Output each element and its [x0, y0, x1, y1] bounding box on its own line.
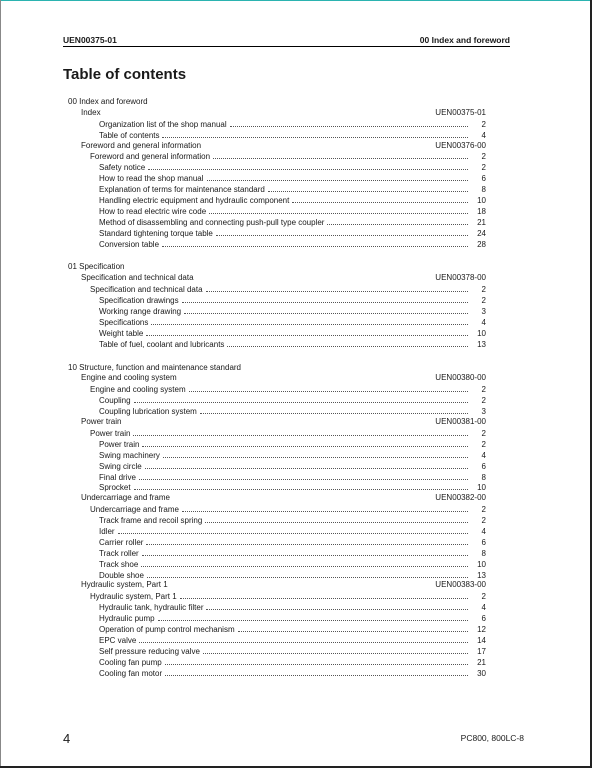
toc-entry[interactable]: [68, 328, 486, 339]
toc-group-row: [68, 108, 486, 119]
toc-entry[interactable]: [68, 162, 486, 173]
toc-leader-dots: [327, 217, 468, 225]
toc-group-row: [68, 493, 486, 504]
toc-entry-page: 8: [481, 472, 486, 482]
toc-entry-page: 2: [481, 428, 486, 438]
toc-section-heading: 01 Specification: [68, 262, 125, 272]
section-gap: [68, 350, 486, 363]
toc-entry-title: Undercarriage and frame: [90, 505, 179, 515]
toc-entry-page: 2: [481, 592, 486, 602]
toc-entry-page: 10: [477, 328, 486, 338]
toc-entry[interactable]: [68, 195, 486, 206]
toc-entry-title: Power train: [99, 439, 140, 449]
toc-leader-dots: [145, 461, 468, 469]
toc-group-label: Hydraulic system, Part 1: [81, 580, 168, 590]
toc-leader-dots: [209, 206, 468, 214]
toc-leader-dots: [118, 526, 468, 534]
toc-entry-title: Cooling fan pump: [99, 657, 162, 667]
toc-entry[interactable]: [68, 228, 486, 239]
toc-entry-page: 2: [481, 285, 486, 295]
toc-entry-title: Conversion table: [99, 239, 160, 249]
toc-leader-dots: [189, 384, 468, 392]
toc-leader-dots: [182, 295, 468, 303]
toc-entry[interactable]: [68, 206, 486, 217]
toc-leader-dots: [207, 173, 468, 181]
toc-entry-page: 3: [481, 307, 486, 317]
toc-leader-dots: [134, 482, 468, 490]
toc-entry-page: 24: [477, 228, 486, 238]
toc-entry-page: 12: [477, 624, 486, 634]
toc-entry-page: 13: [477, 570, 486, 580]
toc-entry-page: 2: [481, 505, 486, 515]
toc-entry-title: Safety notice: [99, 163, 146, 173]
toc-entry-page: 8: [481, 548, 486, 558]
toc-leader-dots: [200, 406, 468, 414]
toc-entry[interactable]: [68, 515, 486, 526]
toc-entry-page: 21: [477, 217, 486, 227]
toc-leader-dots: [230, 119, 468, 127]
toc-entry-title: Table of fuel, coolant and lubricants: [99, 339, 225, 349]
toc-entry-title: Table of contents: [99, 130, 160, 140]
toc-entry-page: 18: [477, 206, 486, 216]
toc-entry-page: 3: [481, 407, 486, 417]
toc-entry-page: 2: [481, 119, 486, 129]
toc-entry-title: Specification drawings: [99, 296, 179, 306]
toc-entry-page: 6: [481, 614, 486, 624]
toc-leader-dots: [238, 624, 468, 632]
toc-entry-page: 6: [481, 174, 486, 184]
toc-section-heading: 10 Structure, function and maintenance standard: [68, 362, 241, 372]
toc-entry-page: 10: [477, 559, 486, 569]
toc-entry[interactable]: [68, 119, 486, 130]
toc-entry[interactable]: [68, 239, 486, 250]
toc-leader-dots: [206, 602, 468, 610]
header-section: 00 Index and foreword: [419, 35, 510, 45]
toc-entry[interactable]: [68, 384, 486, 395]
toc-entry[interactable]: [68, 339, 486, 350]
toc-section-heading: 00 Index and foreword: [68, 97, 148, 106]
toc-entry-page: 4: [481, 526, 486, 536]
toc-entry-page: 2: [481, 163, 486, 173]
toc-entry[interactable]: [68, 591, 486, 602]
toc-entry[interactable]: [68, 504, 486, 515]
toc-entry[interactable]: [68, 428, 486, 439]
toc-leader-dots: [162, 239, 468, 247]
toc-entry[interactable]: [68, 472, 486, 483]
toc-entry-title: Hydraulic system, Part 1: [90, 592, 177, 602]
toc-entry[interactable]: [68, 406, 486, 417]
toc-entry-title: Organization list of the shop manual: [99, 119, 227, 129]
toc-entry-title: Double shoe: [99, 570, 144, 580]
toc-leader-dots: [142, 548, 468, 556]
toc-entry[interactable]: [68, 217, 486, 228]
toc-group-row: [68, 141, 486, 152]
toc-group-label: Engine and cooling system: [81, 373, 177, 383]
toc-entry-title: Foreword and general information: [90, 152, 211, 162]
toc-entry-page: 2: [481, 385, 486, 395]
toc-group-row: [68, 417, 486, 428]
toc-entry-page: 2: [481, 516, 486, 526]
toc-entry-title: Coupling lubrication system: [99, 407, 197, 417]
toc-entry-title: Swing machinery: [99, 450, 160, 460]
toc-entry-page: 4: [481, 130, 486, 140]
toc-entry-title: Handling electric equipment and hydraulic component: [99, 196, 290, 206]
toc-entry[interactable]: [68, 151, 486, 162]
toc-entry-title: Power train: [90, 428, 131, 438]
toc-entry[interactable]: [68, 461, 486, 472]
toc-entry-page: 2: [481, 296, 486, 306]
footer-page-number: 4: [63, 731, 71, 746]
toc-entry[interactable]: [68, 184, 486, 195]
toc-entry-page: 2: [481, 439, 486, 449]
toc-entry-title: Working range drawing: [99, 307, 182, 317]
toc-group-code: UEN00378-00: [435, 273, 486, 283]
toc-group-code: UEN00376-00: [435, 140, 486, 150]
toc-leader-dots: [158, 613, 468, 621]
toc-entry[interactable]: [68, 635, 486, 646]
toc-leader-dots: [147, 570, 468, 578]
toc-entry-title: Final drive: [99, 472, 136, 482]
toc-entry-title: Cooling fan motor: [99, 668, 163, 678]
frame-left-border: [0, 0, 1, 768]
frame-top-border: [0, 0, 592, 1]
toc-entry[interactable]: [68, 439, 486, 450]
toc-leader-dots: [148, 162, 468, 170]
toc-entry-title: Standard tightening torque table: [99, 228, 213, 238]
toc-leader-dots: [142, 439, 468, 447]
toc-entry-page: 4: [481, 603, 486, 613]
toc-entry[interactable]: [68, 624, 486, 635]
toc-entry-page: 17: [477, 646, 486, 656]
toc-group-code: UEN00375-01: [435, 107, 486, 117]
toc-leader-dots: [180, 591, 468, 599]
toc-entry-title: Hydraulic pump: [99, 614, 155, 624]
toc-group-code: UEN00380-00: [435, 373, 486, 383]
toc-entry-page: 6: [481, 461, 486, 471]
toc-leader-dots: [134, 395, 468, 403]
toc-leader-dots: [151, 317, 468, 325]
toc-leader-dots: [133, 428, 468, 436]
toc-group-row: [68, 580, 486, 591]
toc-entry-page: 28: [477, 239, 486, 249]
toc-leader-dots: [203, 646, 468, 654]
toc-entry[interactable]: [68, 306, 486, 317]
toc-group-label: Undercarriage and frame: [81, 493, 170, 503]
toc-entry-title: Sprocket: [99, 483, 131, 493]
toc-group-row: [68, 373, 486, 384]
toc-entry-page: 6: [481, 537, 486, 547]
toc-entry-page: 4: [481, 317, 486, 327]
toc-entry-title: Weight table: [99, 328, 144, 338]
toc-leader-dots: [205, 515, 468, 523]
toc-group-label: Specification and technical data: [81, 273, 194, 283]
toc-group-code: UEN00382-00: [435, 493, 486, 503]
toc-entry[interactable]: [68, 173, 486, 184]
toc-leader-dots: [165, 657, 468, 665]
toc-entry-page: 2: [481, 152, 486, 162]
toc-entry-title: Explanation of terms for maintenance standard: [99, 185, 265, 195]
toc-entry-title: How to read the shop manual: [99, 174, 204, 184]
toc-entry[interactable]: [68, 559, 486, 570]
toc-leader-dots: [163, 450, 468, 458]
toc-leader-dots: [139, 472, 468, 480]
toc-leader-dots: [146, 537, 468, 545]
toc-entry-page: 8: [481, 185, 486, 195]
toc-entry-title: Track roller: [99, 548, 139, 558]
toc-entry-page: 13: [477, 339, 486, 349]
toc-entry[interactable]: [68, 570, 486, 581]
toc-entry[interactable]: [68, 130, 486, 141]
toc-entry-title: Engine and cooling system: [90, 385, 186, 395]
toc-group-label: Power train: [81, 417, 122, 427]
toc-leader-dots: [184, 306, 468, 314]
toc-entry-title: Idler: [99, 526, 115, 536]
toc-entry-title: Self pressure reducing valve: [99, 646, 200, 656]
toc-entry-title: Track frame and recoil spring: [99, 516, 203, 526]
toc-leader-dots: [268, 184, 468, 192]
section-gap: [68, 249, 486, 262]
toc-entry-title: Operation of pump control mechanism: [99, 624, 235, 634]
toc-entry[interactable]: [68, 317, 486, 328]
toc-entry-title: Method of disassembling and connecting push-pull type coupler: [99, 217, 325, 227]
toc-entry-title: Track shoe: [99, 559, 139, 569]
toc-entry-title: Specifications: [99, 317, 149, 327]
toc-entry-page: 4: [481, 450, 486, 460]
toc-leader-dots: [165, 668, 468, 676]
toc-entry[interactable]: [68, 668, 486, 679]
header-doc-code: UEN00375-01: [63, 35, 117, 45]
toc-leader-dots: [292, 195, 468, 203]
page-title: Table of contents: [63, 66, 187, 83]
toc-leader-dots: [227, 339, 468, 347]
toc-group-code: UEN00381-00: [435, 417, 486, 427]
toc-leader-dots: [139, 635, 468, 643]
toc-entry-page: 10: [477, 483, 486, 493]
toc-group-label: Foreword and general information: [81, 140, 202, 150]
table-of-contents: [68, 97, 486, 678]
toc-group-code: UEN00383-00: [435, 580, 486, 590]
toc-entry[interactable]: [68, 537, 486, 548]
toc-entry[interactable]: [68, 395, 486, 406]
toc-entry[interactable]: [68, 526, 486, 537]
toc-leader-dots: [206, 284, 468, 292]
toc-entry-page: 21: [477, 657, 486, 667]
toc-entry[interactable]: [68, 613, 486, 624]
toc-group-row: [68, 273, 486, 284]
toc-entry-title: Coupling: [99, 396, 131, 406]
footer-model: PC800, 800LC-8: [460, 733, 524, 743]
toc-entry-title: Hydraulic tank, hydraulic filter: [99, 603, 204, 613]
toc-entry-page: 2: [481, 396, 486, 406]
toc-entry-title: Specification and technical data: [90, 285, 203, 295]
toc-leader-dots: [146, 328, 468, 336]
toc-entry-page: 30: [477, 668, 486, 678]
toc-entry[interactable]: [68, 295, 486, 306]
toc-entry[interactable]: [68, 482, 486, 493]
toc-leader-dots: [141, 559, 468, 567]
toc-entry-page: 10: [477, 196, 486, 206]
toc-entry-page: 14: [477, 635, 486, 645]
toc-entry-title: EPC valve: [99, 635, 137, 645]
toc-entry-title: Carrier roller: [99, 537, 144, 547]
toc-entry[interactable]: [68, 548, 486, 559]
toc-entry[interactable]: [68, 646, 486, 657]
toc-leader-dots: [162, 130, 468, 138]
toc-leader-dots: [216, 228, 468, 236]
toc-entry-title: How to read electric wire code: [99, 206, 207, 216]
toc-leader-dots: [182, 504, 468, 512]
toc-entry-title: Swing circle: [99, 461, 142, 471]
toc-entry[interactable]: [68, 602, 486, 613]
toc-group-label: Index: [81, 107, 101, 117]
header-rule: [63, 46, 510, 47]
toc-leader-dots: [213, 151, 468, 159]
toc-entry[interactable]: [68, 657, 486, 668]
toc-entry[interactable]: [68, 450, 486, 461]
toc-entry[interactable]: [68, 284, 486, 295]
